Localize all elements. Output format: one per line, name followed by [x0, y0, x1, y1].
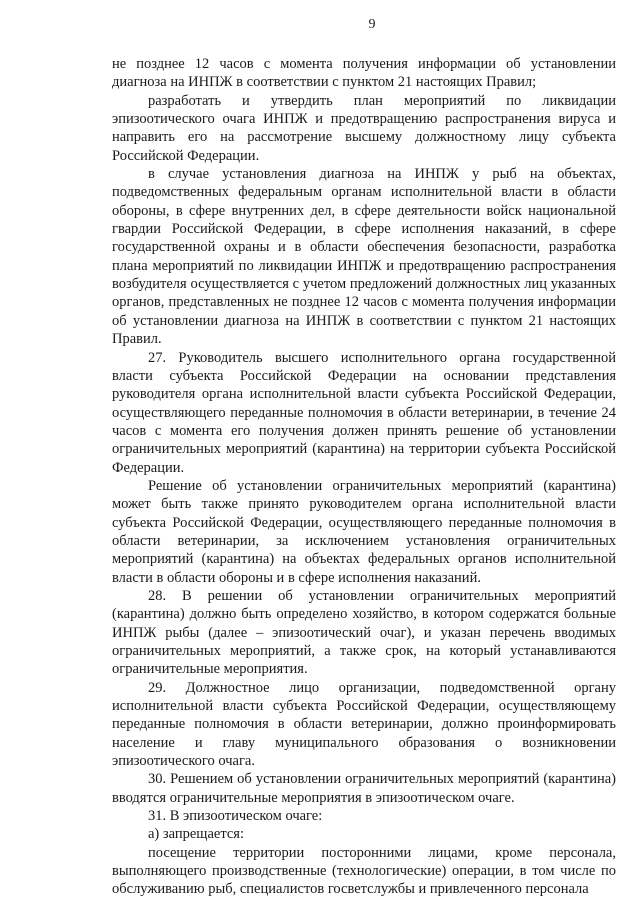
- paragraph: разработать и утвердить план мероприятий по ликвидации эпизоотического очага ИНПЖ и предотвращению распространения вируса и направить его на рассмотрение высшему должностному лицу субъекта Российской Федерации.: [112, 92, 616, 164]
- paragraph: Решение об установлении ограничительных мероприятий (карантина) может быть также принято руководителем органа исполнительной власти субъекта Российской Федерации, осуществляющего переданные полномочия в области ветеринарии, за исключением установления ограничительных мероприятий (карантина) на объектах федеральных органов исполнительной власти в области обороны и в сфере исполнения наказаний.: [112, 477, 616, 586]
- paragraph: 28. В решении об установлении ограничительных мероприятий (карантина) должно быть определено хозяйство, в котором содержатся больные ИНПЖ рыбы (далее – эпизоотический очаг), и указан перечень вводимых ограничительных мероприятий, а также срок, на который устанавливаются ограничительные мероприятия.: [112, 587, 616, 678]
- paragraph: в случае установления диагноза на ИНПЖ у рыб на объектах, подведомственных федеральным органам исполнительной власти в области обороны, в сфере внутренних дел, в сфере деятельности войск национальной гвардии Российской Федерации, в сфере исполнения наказаний, в сфере государственной охраны и в области обеспечения безопасности, разработка плана мероприятий по ликвидации ИНПЖ и предотвращению распространения возбудителя осуществляется с учетом предложений должностных лиц указанных органов, представленных не позднее 12 часов с момента получения информации об установлении диагноза на ИНПЖ в соответствии с пунктом 21 настоящих Правил.: [112, 166, 616, 348]
- document-body: [112, 55, 616, 899]
- paragraph: 30. Решением об установлении ограничительных мероприятий (карантина) вводятся ограничительные мероприятия в эпизоотическом очаге.: [112, 771, 616, 806]
- paragraph: 27. Руководитель высшего исполнительного органа государственной власти субъекта Российской Федерации на основании представления руководителя органа исполнительной власти субъекта Российской Федерации, осуществляющего переданные полномочия в области ветеринарии, в течение 24 часов с момента его получения должен принять решение об установлении ограничительных мероприятий (карантина) на территории субъекта Российской Федерации.: [112, 349, 616, 476]
- paragraph: 31. В эпизоотическом очаге:: [148, 808, 323, 825]
- paragraph: посещение территории посторонними лицами, кроме персонала, выполняющего производственные (технологические) операции, в том числе по обслуживанию рыб, специалистов госветслужбы и привлеченного персонала: [112, 844, 616, 898]
- paragraph: не позднее 12 часов с момента получения информации об установлении диагноза на ИНПЖ в соответствии с пунктом 21 настоящих Правил;: [112, 56, 616, 91]
- page-number: 9: [368, 17, 376, 32]
- paragraph: 29. Должностное лицо организации, подведомственной органу исполнительной власти субъекта Российской Федерации, осуществляющему переданные полномочия в области ветеринарии, должно проинформировать население и главу муниципального образования о возникновении эпизоотического очага.: [112, 679, 616, 770]
- paragraph: а) запрещается:: [148, 826, 244, 843]
